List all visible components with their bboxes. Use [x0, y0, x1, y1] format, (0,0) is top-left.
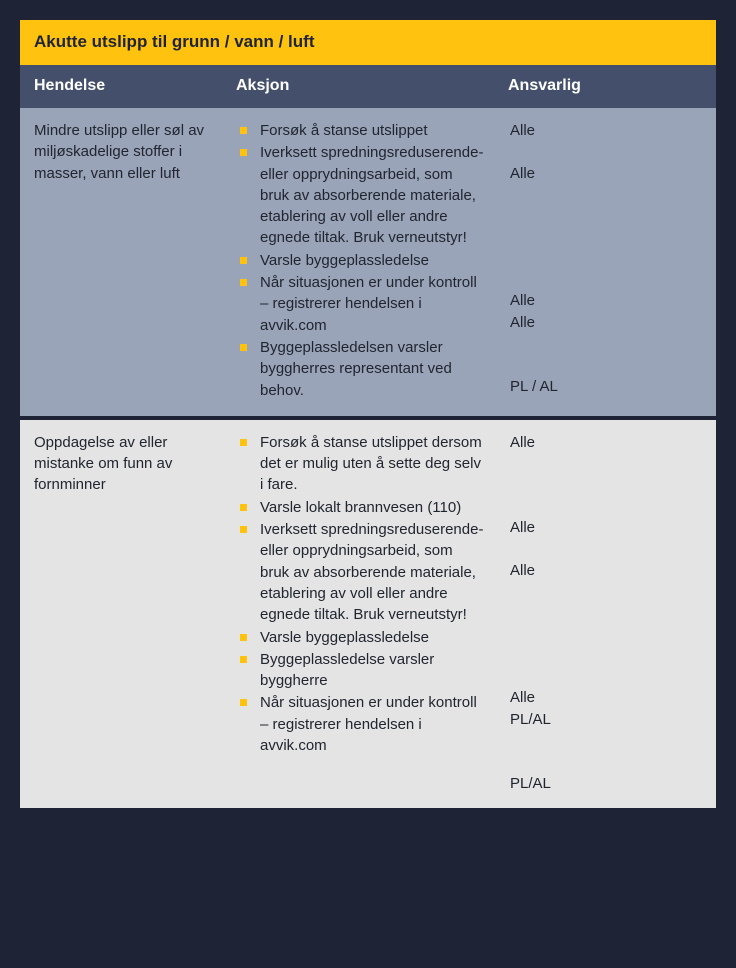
list-item: Varsle byggeplassledelse [240, 627, 484, 648]
cell-action [222, 108, 494, 416]
responsible-value: Alle [510, 519, 536, 537]
responsible-value: Alle [510, 689, 536, 707]
list-item: Byggeplassledelsen varsler byggherres representant ved behov. [240, 337, 484, 401]
list-item: Når situasjonen er under kontroll – registrerer hendelsen i avvik.com [240, 272, 484, 336]
responsible-value: Alle [510, 433, 536, 451]
list-item: Varsle lokalt brannvesen (110) [240, 497, 484, 518]
list-item: Forsøk å stanse utslippet dersom det er mulig uten å sette deg selv i fare. [240, 432, 484, 496]
responsible-list [510, 120, 706, 397]
responsible-value: PL/AL [510, 774, 551, 792]
responsible-value: Alle [510, 122, 536, 139]
list-item: Iverksett spredningsreduserende- eller opprydningsarbeid, som bruk av absorberende materiale, etablering av voll eller andre egnede tiltak. Bruk verneutstyr! [240, 142, 484, 248]
cell-responsible [494, 420, 716, 808]
action-list [240, 432, 484, 756]
column-header-aksjon: Aksjon [236, 77, 290, 94]
list-item: Når situasjonen er under kontroll – registrerer hendelsen i avvik.com [240, 692, 484, 756]
table-header-row [20, 65, 716, 108]
list-item: Byggeplassledelse varsler byggherre [240, 649, 484, 692]
list-item: Iverksett spredningsreduserende- eller opprydningsarbeid, som bruk av absorberende materiale, etablering av voll eller andre egnede tiltak. Bruk verneutstyr! [240, 519, 484, 625]
cell-event: Oppdagelse av eller mistanke om funn av fornminner [34, 433, 173, 494]
action-list [240, 120, 484, 401]
emergency-procedure-table [20, 20, 716, 808]
list-item: Forsøk å stanse utslippet [240, 120, 484, 141]
responsible-value: Alle [510, 313, 536, 331]
column-header-hendelse: Hendelse [34, 77, 106, 94]
table-row [20, 420, 716, 808]
table-row [20, 108, 716, 416]
cell-responsible [494, 108, 716, 416]
responsible-value: Alle [510, 164, 536, 182]
responsible-value: Alle [510, 561, 536, 579]
responsible-value: Alle [510, 292, 536, 310]
responsible-list [510, 432, 706, 794]
table-title: Akutte utslipp til grunn / vann / luft [20, 20, 716, 65]
list-item: Varsle byggeplassledelse [240, 250, 484, 271]
responsible-value: PL/AL [510, 710, 551, 728]
column-header-ansvarlig: Ansvarlig [508, 77, 581, 94]
responsible-value: PL / AL [510, 377, 558, 395]
cell-event: Mindre utslipp eller søl av miljøskadelige stoffer i masser, vann eller luft [34, 122, 205, 182]
cell-action [222, 420, 494, 808]
